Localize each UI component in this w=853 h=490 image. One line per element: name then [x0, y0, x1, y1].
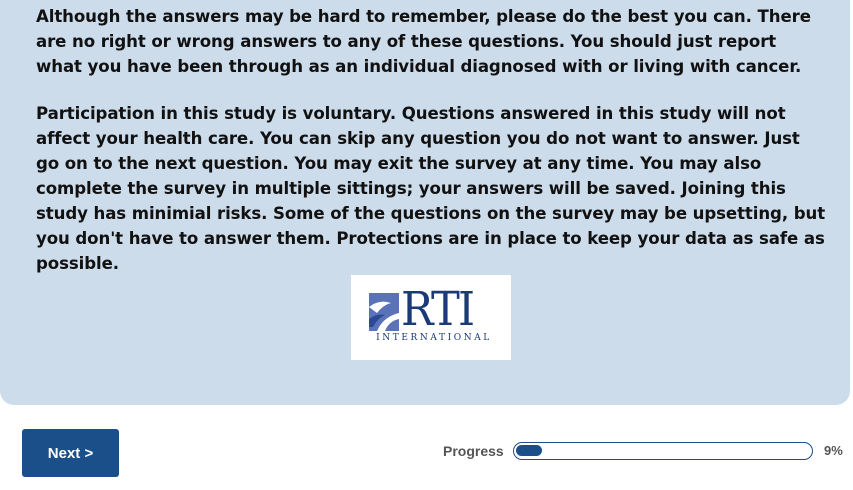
rti-logo	[351, 275, 511, 360]
intro-paragraph-participation: Participation in this study is voluntary. Questions answered in this study will not affect your health care. You can skip any question you do not want to answer. Just go on to the next question. You may exit the survey at any time. You may also complete the survey in multiple sittings; your answers will be saved. Joining this study has minimial risks. Some of the questions on the survey may be upsetting, but you don't have to answer them. Protections are in place to keep your data as safe as possible.	[36, 104, 826, 273]
progress-bar-fill	[516, 445, 542, 456]
progress-bar	[513, 442, 813, 460]
next-button[interactable]: Next >	[22, 429, 119, 477]
progress-percent: 9%	[824, 443, 843, 458]
rti-logo-icon	[369, 293, 399, 331]
progress-label: Progress	[443, 443, 504, 459]
intro-paragraph-instructions: Although the answers may be hard to remember, please do the best you can. There are no right or wrong answers to any of these questions. You should just report what you have been through as an individual diagnosed with or living with cancer.	[36, 7, 811, 76]
logo-wordmark: RTI	[401, 282, 474, 337]
logo-subtitle: INTERNATIONAL	[376, 333, 492, 343]
